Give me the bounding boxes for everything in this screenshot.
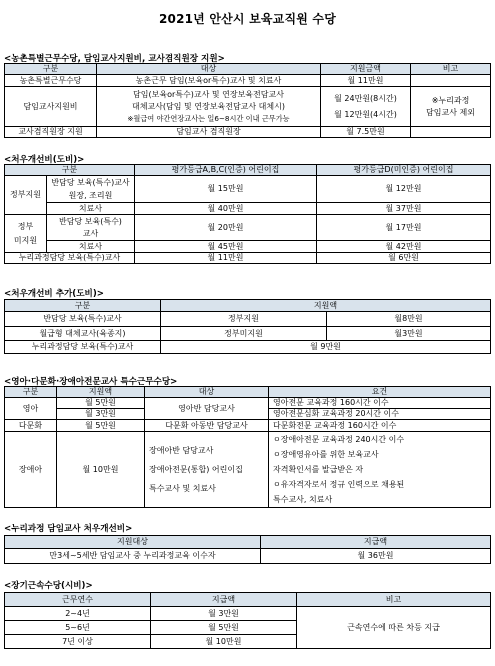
amount-cell: 월 11만원 [321, 75, 411, 87]
requirement-cell: 영아전문심화 교육과정 20시간 이수 [269, 409, 491, 420]
sub-label: 정부지원 [161, 312, 327, 327]
years-cell: 2~4년 [5, 607, 151, 621]
years-cell: 7년 이상 [5, 635, 151, 649]
requirement-line: 자격확인서를 발급받은 자 [273, 465, 364, 474]
row-label: 교사겸직원장 지원 [5, 127, 97, 138]
requirement-line: 특수교사, 치료사 [273, 495, 333, 504]
requirement-line: ㅇ유자격자로서 정규 인력으로 채용된 [273, 480, 405, 489]
row-label: 누리과정담당 보육(특수)교사 [5, 341, 161, 354]
row-label: 치료사 [47, 241, 135, 253]
col-header: 지원액 [57, 387, 145, 398]
amount-cell: 월 37만원 [317, 203, 491, 215]
page-title: 2021년 안산시 보육교직원 수당 [158, 12, 337, 26]
amount-cell: 월 10만원 [57, 432, 145, 508]
section-heading: <처우개선비 추가(도비)> [4, 289, 104, 299]
col-header: 요건 [269, 387, 491, 398]
amount-cell: 월 11만원 [135, 253, 317, 264]
amount-line: 월 24만원(8시간) [334, 94, 397, 103]
section-heading: <장기근속수당(시비)> [4, 581, 93, 591]
requirement-line: ㅇ장애영유아를 위한 보육교사 [273, 450, 379, 459]
row-label-line: 반담당 보육(특수)교사 [51, 178, 130, 187]
row-label: 영아 [5, 398, 57, 420]
amount-cell: 월 17만원 [317, 215, 491, 241]
amount-cell: 월 3만원 [151, 607, 297, 621]
target-cell: 다문화 아동반 담당교사 [145, 420, 269, 432]
amount-cell: 월 15만원 [135, 176, 317, 203]
amount-cell: 월 40만원 [135, 203, 317, 215]
col-header: 비고 [297, 593, 491, 607]
row-label: 장애아 [5, 432, 57, 508]
amount-line: 월 12만원(4시간) [334, 109, 397, 119]
group-label [5, 215, 47, 253]
amount-cell: 월3만원 [327, 327, 491, 341]
col-header: 비고 [411, 64, 491, 75]
group-label: 정부지원 [5, 176, 47, 215]
row-label-line: 교사 [82, 229, 99, 238]
footnote: ※월급여 야간연장교사는 일6~8시간 이내 근무가능 [127, 113, 290, 123]
table-nuri-teacher [4, 535, 491, 564]
section-heading: <누리과정 담임교사 처우개선비> [4, 524, 133, 534]
amount-cell: 월 3만원 [57, 409, 145, 420]
section-heading: <처우개선비(도비)> [4, 155, 85, 165]
col-header: 지원액 [161, 300, 491, 312]
table-treatment-additional [4, 299, 491, 354]
amount-cell: 월 10만원 [151, 635, 297, 649]
note-line: 담임교사 제외 [426, 108, 475, 117]
amount-cell [321, 87, 411, 127]
col-header: 구분 [5, 64, 97, 75]
target-line: 장애아전문(통합) 어린이집 [149, 465, 243, 474]
section-heading: <농촌특별근무수당, 담임교사지원비, 교사겸직원장 지원> [4, 54, 225, 64]
note-cell [411, 87, 491, 127]
amount-cell: 월 12만원 [317, 176, 491, 203]
note-cell [411, 75, 491, 87]
col-header: 대상 [145, 387, 269, 398]
amount-cell: 월 9만원 [161, 341, 491, 354]
col-header: 근무연수 [5, 593, 151, 607]
group-label-line: 정부 [17, 221, 34, 231]
target-cell: 영아반 담당교사 [145, 398, 269, 420]
col-header: 평가등급D(미인증) 어린이집 [317, 165, 491, 176]
amount-cell: 월 20만원 [135, 215, 317, 241]
table-treatment-improvement [4, 164, 491, 264]
target-line: 특수교사 및 치료사 [149, 484, 216, 493]
target-cell: 농촌근무 담임(보육or특수)교사 및 치료사 [97, 75, 321, 87]
row-label: 치료사 [47, 203, 135, 215]
target-cell: 담임교사 겸직원장 [97, 127, 321, 138]
amount-cell: 월 36만원 [261, 549, 491, 564]
col-header: 지급액 [261, 536, 491, 549]
col-header: 평가등급A,B,C(인증) 어린이집 [135, 165, 317, 176]
row-label-line: 반담당 보육(특수) [59, 216, 122, 226]
target-line: 장애아반 담당교사 [149, 446, 214, 455]
amount-cell: 월 5만원 [151, 621, 297, 635]
col-header: 구분 [5, 165, 135, 176]
note-cell: 근속연수에 따른 차등 지급 [297, 607, 491, 649]
requirement-cell: 다문화전문 교육과정 160시간 이수 [269, 420, 491, 432]
amount-cell: 월 6만원 [317, 253, 491, 264]
table-long-service [4, 592, 491, 649]
col-header: 구분 [5, 387, 57, 398]
row-label-line: 원장, 조리원 [68, 190, 113, 200]
row-label: 담임교사지원비 [5, 87, 97, 127]
amount-cell: 월 45만원 [135, 241, 317, 253]
row-label [47, 176, 135, 203]
amount-cell: 월 5만원 [57, 398, 145, 409]
target-line: 담임(보육or특수)교사 및 연장보육전담교사 [133, 89, 284, 99]
requirement-cell: 영아전문 교육과정 160시간 이수 [269, 398, 491, 409]
amount-cell: 월 42만원 [317, 241, 491, 253]
amount-cell: 월 7.5만원 [321, 127, 411, 138]
target-cell [97, 87, 321, 127]
col-header: 지원대상 [5, 536, 261, 549]
table-special-work [4, 386, 491, 508]
col-header: 지급액 [151, 593, 297, 607]
target-line: 대체교사(담임 및 연장보육전담교사 대체시) [132, 102, 285, 112]
sub-label: 정부미지원 [161, 327, 327, 341]
note-cell [411, 127, 491, 138]
col-header: 구분 [5, 300, 161, 312]
target-cell: 만3세~5세반 담임교사 중 누리과정교육 이수자 [5, 549, 261, 564]
requirement-cell [269, 432, 491, 508]
row-label: 다문화 [5, 420, 57, 432]
row-label: 반담당 보육(특수)교사 [5, 312, 161, 327]
requirement-line: ㅇ장애아전문 교육과정 240시간 이수 [273, 435, 405, 444]
note-line: ※누리과정 [431, 95, 470, 105]
section-heading: <영아·다문화·장애아전문교사 특수근무수당> [4, 377, 178, 387]
row-label [47, 215, 135, 241]
target-cell [145, 432, 269, 508]
table-allowances [4, 63, 491, 138]
row-label: 누리과정담당 보육(특수)교사 [5, 253, 135, 264]
amount-cell: 월 5만원 [57, 420, 145, 432]
row-label: 농촌특별근무수당 [5, 75, 97, 87]
amount-cell: 월8만원 [327, 312, 491, 327]
col-header: 대상 [97, 64, 321, 75]
years-cell: 5~6년 [5, 621, 151, 635]
row-label: 월급형 대체교사(육종지) [5, 327, 161, 341]
group-label-line: 미지원 [13, 236, 38, 245]
col-header: 지원금액 [321, 64, 411, 75]
